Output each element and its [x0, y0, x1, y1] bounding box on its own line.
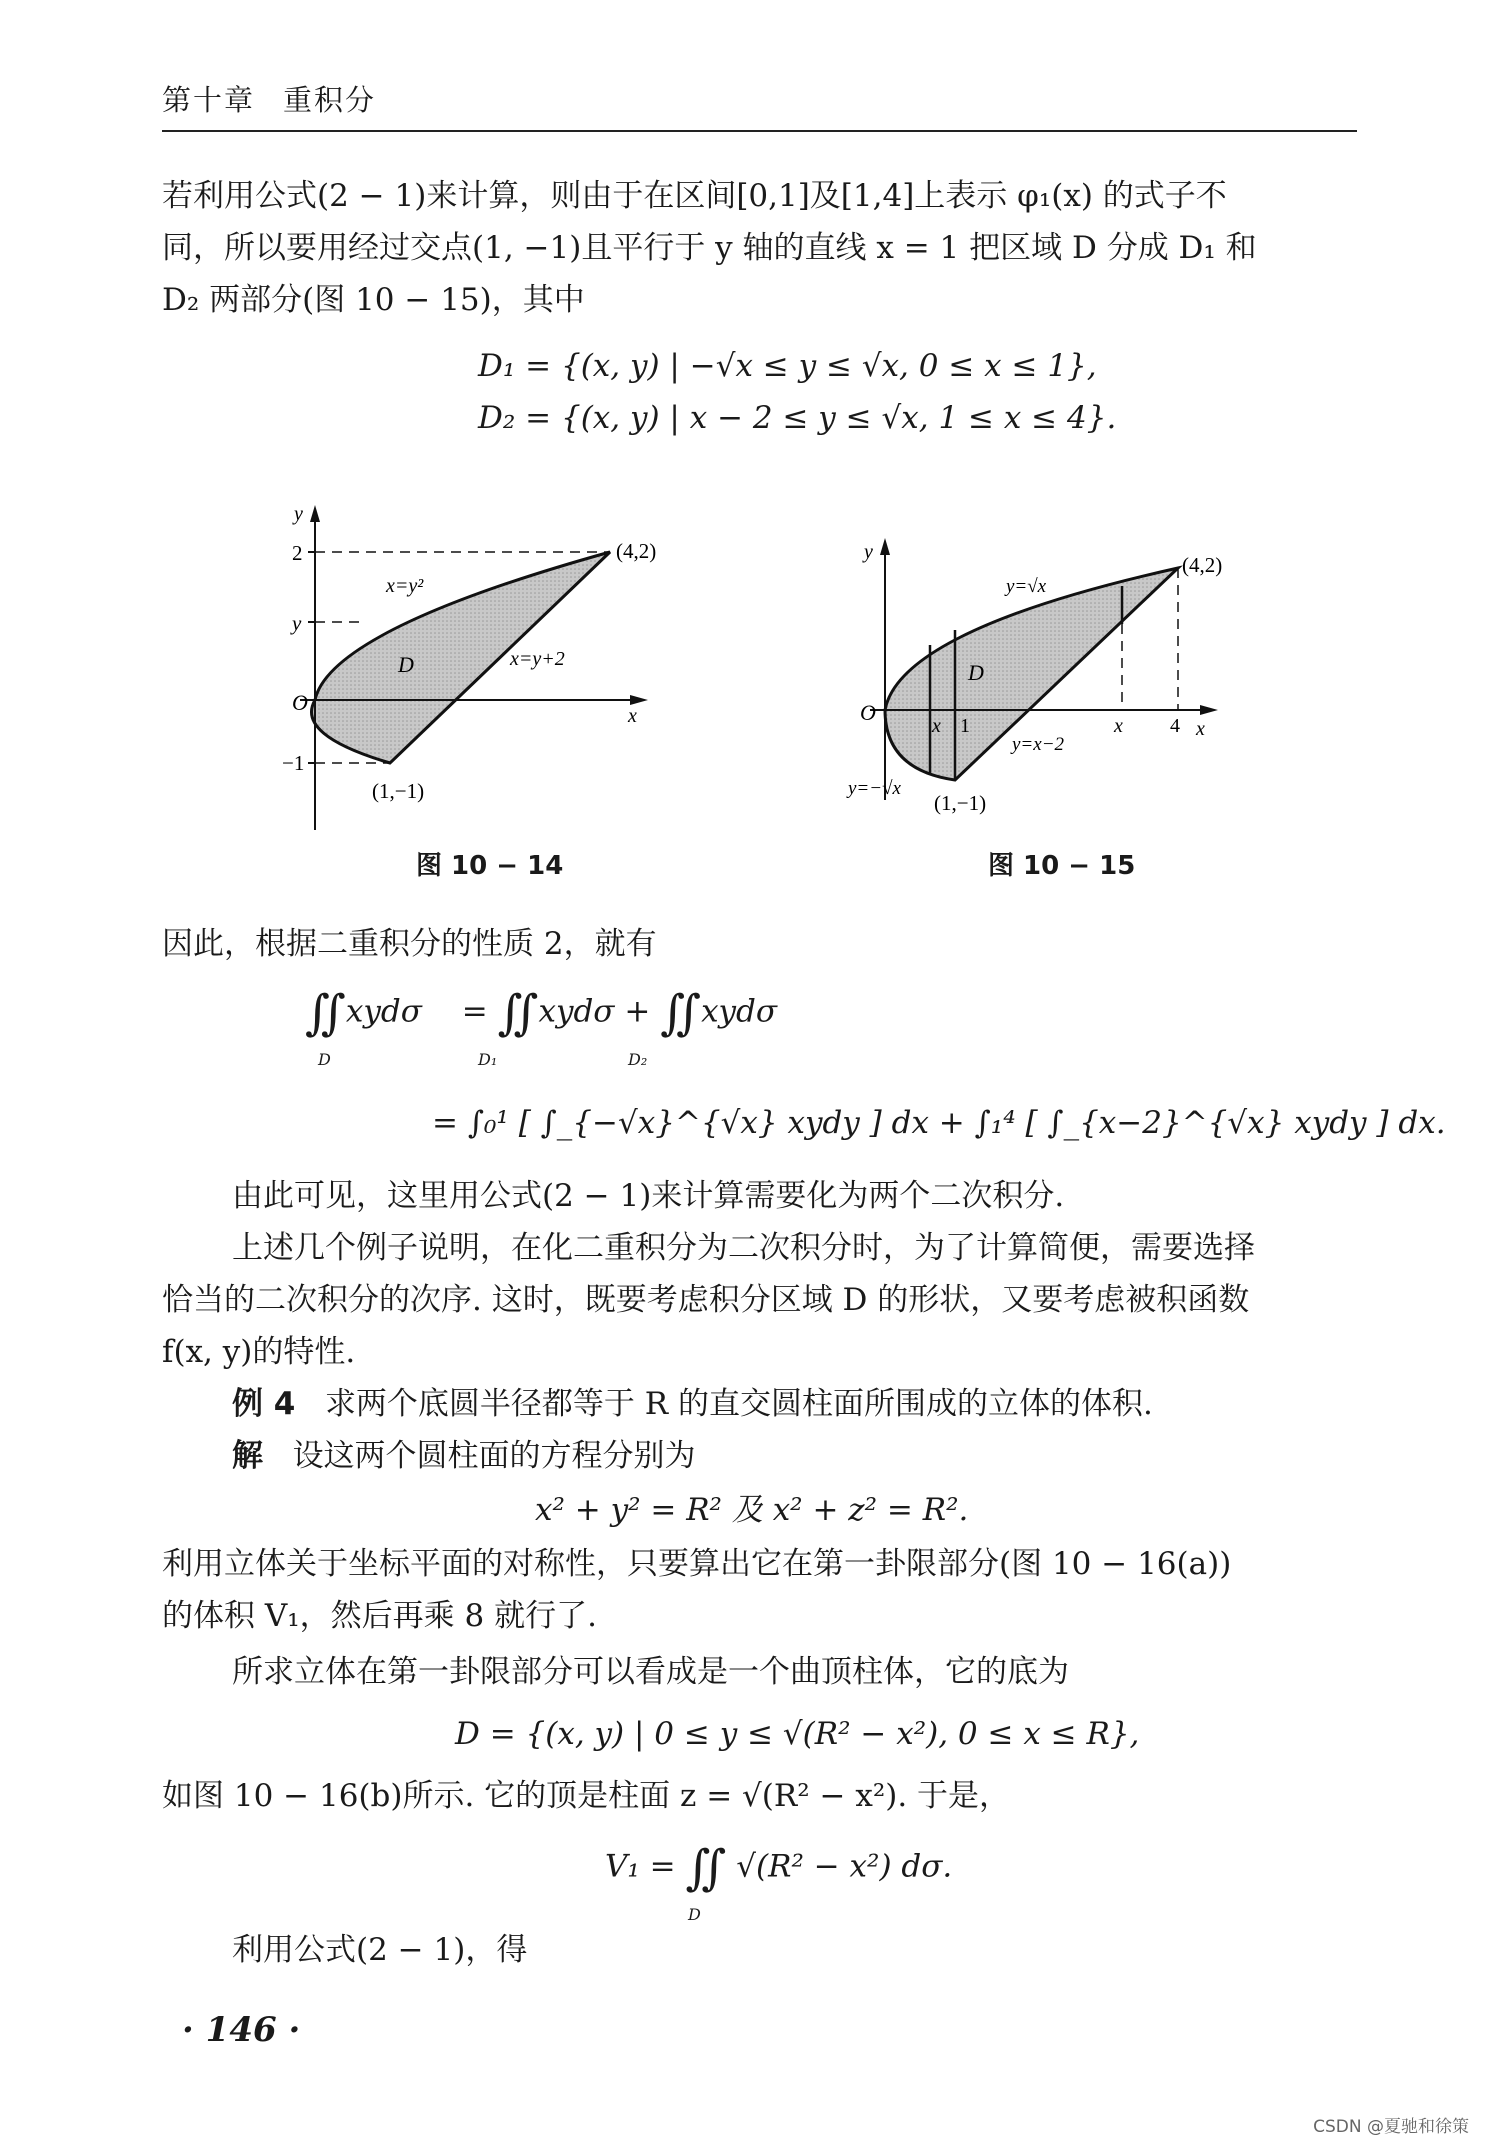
para7: 如图 10 − 16(b)所示. 它的顶是柱面 z = √(R² − x²). 于是， — [162, 1778, 1011, 1814]
page-number: · 146 · — [182, 2010, 301, 2050]
caption-10-15: 图 10 − 15 — [988, 851, 1136, 881]
para1-line1: 若利用公式(2 − 1)来计算，则由于在区间[0,1]及[1,4]上表示 φ₁(x) 的式子不 — [162, 178, 1227, 214]
para4-line1: 上述几个例子说明，在化二重积分为二次积分时，为了计算简便，需要选择 — [232, 1230, 1255, 1266]
def-d1: D₁ = {(x, y) | −√x ≤ y ≤ √x, 0 ≤ x ≤ 1}, — [478, 348, 1097, 384]
term2: xydσ — [701, 993, 778, 1030]
integral-identity-1: ∬xydσ = ∬xydσ + ∬xydσ — [305, 985, 778, 1041]
label-region: D — [968, 660, 984, 685]
x-axis-arrow — [1200, 705, 1218, 715]
label-four: 4 — [1170, 715, 1180, 737]
para6: 所求立体在第一卦限部分可以看成是一个曲顶柱体，它的底为 — [232, 1654, 1069, 1690]
label-top-point: (4,2) — [616, 539, 657, 563]
term1: xydσ — [538, 993, 615, 1030]
integral-identity-2: = ∫₀¹ [ ∫_{−√x}^{√x} xydy ] dx + ∫₁⁴ [ ∫_{x−2}^{√x} xydy ] dx. — [432, 1105, 1446, 1141]
label-bottom-point: (1,−1) — [372, 779, 425, 803]
label-one: 1 — [960, 715, 970, 737]
example-label: 例 4 — [232, 1386, 296, 1422]
label-ytick: y — [292, 611, 302, 635]
solution — [232, 1436, 1427, 1476]
para5-line2: 的体积 V₁，然后再乘 8 就行了. — [162, 1598, 597, 1634]
label-y: y — [864, 541, 873, 563]
label-upper-curve: y=√x — [1006, 576, 1047, 597]
label-line: y=x−2 — [1012, 734, 1065, 755]
y-axis-arrow — [310, 505, 320, 522]
label-2: 2 — [292, 541, 303, 565]
label-neg1: −1 — [282, 751, 305, 775]
solution-text: 设这两个圆柱面的方程分别为 — [292, 1438, 696, 1474]
label-x: x — [1196, 718, 1205, 740]
label-curve: x=y² — [386, 575, 424, 597]
region-d — [312, 552, 610, 763]
label-line: x=y+2 — [510, 648, 565, 670]
caption-10-14: 图 10 − 14 — [416, 851, 564, 881]
watermark: CSDN @夏驰和徐策 — [1313, 2117, 1469, 2137]
para8: 利用公式(2 − 1)，得 — [232, 1932, 528, 1968]
label-lower-curve: y=−√x — [848, 778, 901, 799]
volume-integral: V₁ = ∬ √(R² − x²) dσ. — [605, 1840, 953, 1896]
label-y: y — [294, 503, 303, 525]
example-text: 求两个底圆半径都等于 R 的直交圆柱面所围成的立体的体积. — [324, 1386, 1153, 1422]
y-axis-arrow — [880, 538, 890, 555]
page: 第十章 重积分 若利用公式(2 − 1)来计算，则由于在区间[0,1]及[1,4]上表示 φ₁(x) 的式子不 同，所以要用经过交点(1, −1)且平行于 y 轴的直线 x = 1 把区域 D 分成 D₁ 和 D₂ 两部分(图 10 − 15)，其中 D₁ = {(x, y) | −√x ≤ y ≤ √x, 0 ≤ x ≤ 1}, D₂ = {(x, y) | x − 2 ≤ y ≤ √x, 1 ≤ x ≤ 4}. y x O 2 y −1 (4,2) (1,−1) x=y² x=y+2 D 图 10 − 14 y x O x 1 x 4 (4,2) (1,−1) y=√x y=−√x y=x−2 D 图 10 − 15 因此，根据二重积分的性质 2，就有 ∬xydσ = ∬xydσ + ∬xydσ D D₁ D₂ = ∫₀¹ [ ∫_{−√x}^{√x} xydy ] dx + ∫₁⁴ [ ∫_{x−2}^{√x} xydy ] dx. 由此可见，这里用公式(2 − 1)来计算需要化为两个二次积分. 上述几个例子说明，在化二重积分为二次积分时，为了计算简便，需要选择 恰当的二次积分的次序. 这时，既要考虑积分区域 D 的形状，又要考虑被积函数 f(x, y)的特性. 例 4 求两个底圆半径都等于 R 的直交圆柱面所围成的立体的体积. 解 设这两个圆柱面的方程分别为 x² + y² = R² 及 x² + z² = R². 利用立体关于坐标平面的对称性，只要算出它在第一卦限部分(图 10 − 16(a)) 的体积 V₁，然后再乘 8 就行了. 所求立体在第一卦限部分可以看成是一个曲顶柱体，它的底为 D = {(x, y) | 0 ≤ y ≤ √(R² − x²), 0 ≤ x ≤ R}, 如图 10 − 16(b)所示. 它的顶是柱面 z = √(R² − x²). 于是， V₁ = ∬ √(R² − x²) dσ. D 利用公式(2 − 1)，得 · 146 · CSDN @夏驰和徐策 — [0, 0, 1491, 2149]
para2: 因此，根据二重积分的性质 2，就有 — [162, 926, 657, 962]
para4-line2: 恰当的二次积分的次序. 这时，既要考虑积分区域 D 的形状，又要考虑被积函数 — [162, 1282, 1250, 1318]
running-header — [162, 78, 376, 119]
label-xtick: x — [932, 715, 941, 737]
para4-line3: f(x, y)的特性. — [162, 1334, 356, 1370]
figure-10-15 — [830, 530, 1260, 830]
label-x: x — [628, 705, 637, 727]
para1-line2: 同，所以要用经过交点(1, −1)且平行于 y 轴的直线 x = 1 把区域 D 分成 D₁ 和 — [162, 230, 1257, 266]
example-4 — [232, 1384, 1427, 1424]
label-bottom-point: (1,−1) — [934, 791, 987, 815]
solution-label: 解 — [232, 1438, 263, 1474]
label-origin: O — [292, 690, 308, 715]
label-region: D — [398, 652, 414, 677]
para5-line1: 利用立体关于坐标平面的对称性，只要算出它在第一卦限部分(图 10 − 16(a)) — [162, 1546, 1232, 1582]
chapter-title: 重积分 — [283, 83, 377, 117]
label-top-point: (4,2) — [1182, 553, 1223, 577]
lhs-integrand: xydσ — [345, 993, 422, 1030]
label-xtick2: x — [1114, 715, 1123, 737]
para1-line3: D₂ 两部分(图 10 − 15)，其中 — [162, 282, 585, 318]
x-axis-arrow — [630, 695, 648, 705]
region-d-definition: D = {(x, y) | 0 ≤ y ≤ √(R² − x²), 0 ≤ x ≤ R}, — [455, 1716, 1140, 1752]
label-origin: O — [860, 700, 876, 725]
header-rule — [162, 130, 1357, 132]
def-d2: D₂ = {(x, y) | x − 2 ≤ y ≤ √x, 1 ≤ x ≤ 4}. — [478, 400, 1117, 436]
chapter-number: 第十章 — [162, 83, 256, 117]
figure-10-14 — [270, 500, 710, 830]
para3: 由此可见，这里用公式(2 − 1)来计算需要化为两个二次积分. — [232, 1178, 1065, 1214]
cylinder-equations: x² + y² = R² 及 x² + z² = R². — [535, 1492, 969, 1528]
